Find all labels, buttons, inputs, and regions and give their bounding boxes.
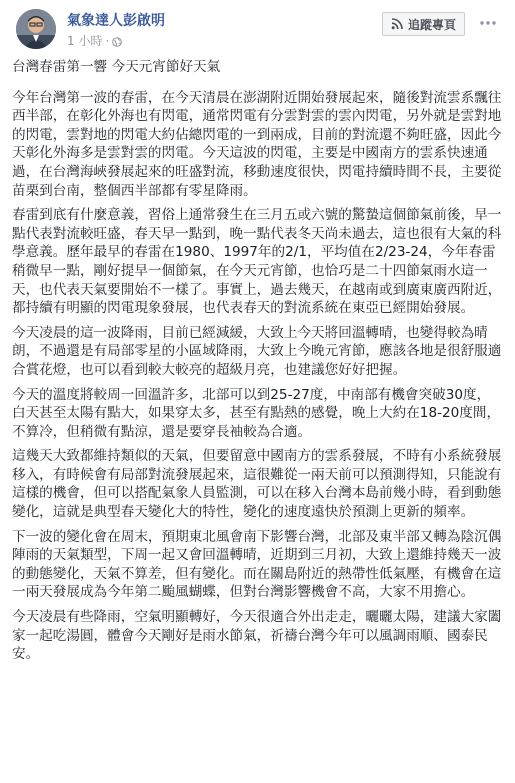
post-timestamp[interactable]: 1 小時 <box>67 34 103 48</box>
more-options-icon[interactable] <box>477 12 499 34</box>
post-paragraph: 今年台灣第一波的春雷，在今天清晨在澎湖附近開始發展起來，隨後對流雲系飄往西半部，在彰化外海也有閃電，通常閃電有分雲對雲的雲內閃電，另外就是雲對地的閃電，雲對地的閃電大約佔總閃電的一到兩成，目前的對流還不夠旺盛，因此今天彰化外海多是雲對雲的閃電。今天這波的閃電，主要是中國南方的雲系快速通過，在台灣海峽發展起來的旺盛對流，移動速度很快，閃電持續時間不長，主要從苗栗到台南，整個西半部都有零星降雨。 <box>12 89 502 199</box>
globe-icon[interactable] <box>112 36 122 46</box>
post-body <box>8 54 507 664</box>
post-paragraph: 今天凌晨有些降雨，空氣明顯轉好，今天很適合外出走走，曬曬太陽，建議大家闔家一起吃湯圓，體會今天剛好是雨水節氣，祈禱台灣今年可以風調雨順、國泰民安。 <box>12 609 502 663</box>
post-title: 台灣春雷第一響 今天元宵節好天氣 <box>12 59 221 75</box>
post-paragraph: 今天的溫度將較周一回溫許多，北部可以到25-27度，中南部有機會突破30度，白天甚至太陽有點大，如果穿太多，甚至有點熱的感覺，晚上大約在18-20度間，不算冷，但稍微有點涼，還是要穿長袖較為合適。 <box>12 386 501 440</box>
author-avatar[interactable] <box>16 9 56 49</box>
post-paragraph: 這幾天大致都維持類似的天氣，但要留意中國南方的雲系發展，不時有小系統發展移入，有時候會有局部對流發展起來，這很難從一兩天前可以預測得知，只能說有這樣的機會，但可以搭配氣象人員監測，可以在移入台灣本島前幾小時，看到動態變化，這就是典型春天變化大的特性，變化的速度遠快於預測上更新的頻率。 <box>12 448 502 521</box>
author-name[interactable]: 氣象達人彭啟明 <box>67 13 165 29</box>
meta-separator: · <box>105 33 110 48</box>
post-paragraph: 春雷到底有什麼意義，習俗上通常發生在三月五或六號的驚蟄這個節氣前後，早一點代表對流較旺盛，春天早一點到，晚一點代表冬天尚未過去，這也很有大氣的科學意義。歷年最早的春雷在1980、1997年的2/1，平均值在2/23-24，今年春雷稍微早一點，剛好提早一個節氣，在今天元宵節，也恰巧是二十四節氣雨水這一天，也代表天氣要開始不一樣了。事實上，過去幾天，在越南或到廣東廣西附近，都持續有明顯的閃電現象發展，也代表春天的對流系統在東亞已經開始發展。 <box>12 207 502 317</box>
follow-page-button[interactable] <box>382 12 465 36</box>
avatar-portrait-image <box>16 9 56 49</box>
follow-button-label: 追蹤專頁 <box>407 17 456 32</box>
post-paragraph: 今天凌晨的這一波降雨，目前已經減緩，大致上今天將回溫轉晴，也變得較為晴朗，不過還是有局部零星的小區域降雨，大致上今晚元宵節，應該各地是很舒服適合賞花燈，也可以看到較大較亮的超級月亮，也建議您好好把握。 <box>12 324 502 378</box>
post-paragraph: 下一波的變化會在周末，預期東北風會南下影響台灣，北部及東半部又轉為陰沉偶陣雨的天氣類型，下周一起又會回溫轉晴，近期到三月初，大致上還維持幾天一波的動態變化，天氣不算差，但有變化。而在關島附近的熱帶性低氣壓，有機會在這一兩天發展成為今年第二颱風蝴蝶，但對台灣影響機會不高，大家不用擔心。 <box>12 528 502 601</box>
post-header <box>8 0 507 54</box>
post-meta <box>67 32 122 49</box>
follow-rss-icon <box>391 18 403 30</box>
